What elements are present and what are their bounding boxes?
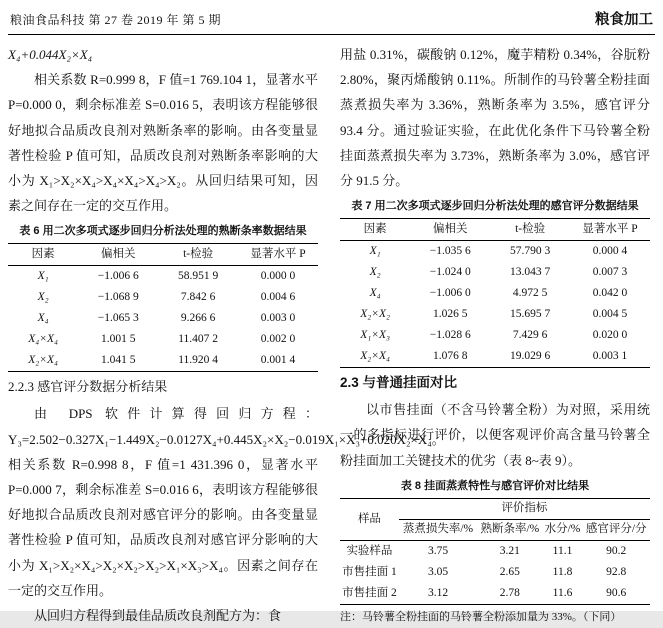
value-cell: 0.004 6 bbox=[260, 291, 296, 304]
two-column-body bbox=[8, 42, 655, 628]
table-row bbox=[340, 283, 650, 304]
value-cell: 11.407 2 bbox=[178, 333, 219, 346]
factor-cell: X₂×X₄ bbox=[360, 350, 391, 363]
table-row bbox=[8, 266, 318, 288]
factor-cell: X₄ bbox=[37, 312, 49, 325]
sample-cell: 市售挂面 2 bbox=[342, 586, 397, 599]
table-row bbox=[340, 540, 650, 562]
value-cell: 11.8 bbox=[552, 565, 573, 578]
table-6 bbox=[8, 243, 318, 372]
paragraph-formula-continuation: 用盐 0.31%，碳酸钠 0.12%，魔芋精粉 0.34%，谷朊粉 2.80%，聚丙烯酸钠 0.11%。所制作的马铃薯全粉挂面蒸煮损失率为 3.36%，熟断条率为 3.5%，感官评分 93.4 分。通过验证实验，在此优化条件下马铃薯全粉挂面蒸煮损失率为 3.73%，熟断条率为 3.0%，感官评分 91.5 分。 bbox=[340, 47, 650, 189]
value-cell: 92.8 bbox=[606, 565, 627, 578]
table-row bbox=[340, 325, 650, 346]
table8-header-row-1 bbox=[340, 498, 650, 519]
factor-cell: X₁ bbox=[369, 245, 381, 258]
table-row bbox=[340, 346, 650, 368]
value-cell: 0.003 0 bbox=[260, 312, 296, 325]
factor-cell: X₂ bbox=[37, 291, 49, 304]
factor-cell: X₄×X₄ bbox=[28, 333, 59, 346]
table-row bbox=[340, 304, 650, 325]
table7-col-partial-corr: 偏相关 bbox=[410, 219, 490, 241]
table-row bbox=[340, 241, 650, 263]
table-row bbox=[340, 583, 650, 605]
table7-header-row bbox=[340, 219, 650, 241]
value-cell: 13.043 7 bbox=[510, 266, 551, 279]
value-cell: 11.920 4 bbox=[178, 354, 219, 367]
value-cell: 19.029 6 bbox=[510, 350, 551, 363]
value-cell: −1.068 9 bbox=[97, 291, 139, 304]
value-cell: 15.695 7 bbox=[510, 308, 551, 321]
value-cell: 1.001 5 bbox=[100, 333, 136, 346]
value-cell: 0.000 0 bbox=[260, 270, 296, 283]
value-cell: 1.026 5 bbox=[432, 308, 468, 321]
table8-footnote: 注：马铃薯全粉挂面的马铃薯全粉添加量为 33%。（下同） bbox=[340, 610, 622, 623]
table-row bbox=[340, 562, 650, 583]
table-row bbox=[340, 262, 650, 283]
table8-col-cooking-loss: 蒸煮损失率/% bbox=[399, 519, 477, 540]
value-cell: 0.001 4 bbox=[260, 354, 296, 367]
value-cell: 90.6 bbox=[606, 586, 627, 599]
value-cell: 2.78 bbox=[499, 586, 520, 599]
table-8 bbox=[340, 498, 650, 605]
factor-cell: X₂×X₂ bbox=[360, 308, 391, 321]
value-cell: 7.842 6 bbox=[180, 291, 216, 304]
paragraph-formula-start: 从回归方程得到最佳品质改良剂配方为：食 bbox=[34, 608, 282, 624]
section-heading-2-2-3: 2.2.3 感官评分数据分析结果 bbox=[8, 379, 168, 395]
table7-col-t-test: t-检验 bbox=[490, 219, 570, 241]
section-heading-2-3: 2.3 与普通挂面对比 bbox=[340, 375, 458, 391]
value-cell: −1.006 6 bbox=[97, 270, 139, 283]
sample-cell: 市售挂面 1 bbox=[342, 565, 397, 578]
paragraph-market-comparison: 以市售挂面（不含马铃薯全粉）为对照，采用统一的多指标进行评价，以便客观评价高含量马铃薯全粉挂面加工关键技术的优劣（表 8~表 9）。 bbox=[340, 402, 650, 468]
value-cell: 0.003 1 bbox=[592, 350, 628, 363]
value-cell: −1.035 6 bbox=[429, 245, 471, 258]
table7-col-factor: 因素 bbox=[340, 219, 410, 241]
factor-cell: X₄ bbox=[369, 287, 381, 300]
journal-issue-info: 粮油食品科技 第 27 卷 2019 年 第 5 期 bbox=[10, 13, 222, 27]
value-cell: 0.002 0 bbox=[260, 333, 296, 346]
value-cell: 3.75 bbox=[427, 544, 449, 557]
table6-col-partial-corr: 偏相关 bbox=[78, 244, 158, 266]
value-cell: 1.076 8 bbox=[432, 350, 468, 363]
table-row bbox=[8, 308, 318, 329]
table6-caption: 表 6 用二次多项式逐步回归分析法处理的熟断条率数据结果 bbox=[19, 225, 307, 238]
table8-group-header: 评价指标 bbox=[399, 498, 650, 519]
value-cell: 3.21 bbox=[499, 544, 520, 557]
table6-header-row bbox=[8, 244, 318, 266]
value-cell: 7.429 6 bbox=[512, 329, 548, 342]
table6-col-factor: 因素 bbox=[8, 244, 78, 266]
value-cell: 2.65 bbox=[499, 565, 520, 578]
value-cell: −1.028 6 bbox=[429, 329, 471, 342]
value-cell: 0.007 3 bbox=[592, 266, 628, 279]
page-header bbox=[8, 5, 655, 34]
value-cell: −1.006 0 bbox=[429, 287, 471, 300]
value-cell: 4.972 5 bbox=[512, 287, 548, 300]
table-row bbox=[8, 329, 318, 350]
value-cell: −1.065 3 bbox=[97, 312, 139, 325]
table6-col-significance: 显著水平 P bbox=[238, 244, 318, 266]
paragraph-dps-regression: 由 DPS 软件计算得回归方程：Y₃=2.502−0.327X₁−1.449X₂−0.0127X₄+0.445X₂×X₂−0.019X₁×X₃+0.020X₂×X₄。相关系数 R=0.998 8，F 值=1 431.396 0，显著水平 P=0.000 7，剩余标准差 S=0.016 6，表明该方程能够很好地拟合品质改良剂对感官评分的影响。由各变量显著性检验 P 值可知，品质改良剂对感官评分影响的大小为 X₁>X₂×X₄>X₂×X₂>X₂>X₁×X₃>X₄。因素之间存在一定的交互作用。 bbox=[8, 406, 445, 598]
value-cell: 3.05 bbox=[427, 565, 449, 578]
factor-cell: X₂×X₄ bbox=[28, 354, 59, 367]
table6-col-t-test: t-检验 bbox=[158, 244, 238, 266]
value-cell: 57.790 3 bbox=[510, 245, 551, 258]
table7-col-significance: 显著水平 P bbox=[570, 219, 650, 241]
value-cell: 11.1 bbox=[552, 544, 573, 557]
value-cell: 0.004 5 bbox=[592, 308, 628, 321]
factor-cell: X₁ bbox=[37, 270, 49, 283]
table8-col-broken-rate: 熟断条率/% bbox=[477, 519, 542, 540]
table-row bbox=[8, 350, 318, 372]
factor-cell: X₁×X₃ bbox=[360, 329, 391, 342]
table8-col-moisture: 水分/% bbox=[543, 519, 583, 540]
value-cell: −1.024 0 bbox=[429, 266, 471, 279]
equation-continuation: X₄+0.044X₂×X₄ bbox=[8, 47, 93, 62]
sample-cell: 实验样品 bbox=[346, 544, 393, 557]
header-rule bbox=[8, 34, 655, 35]
value-cell: 9.266 6 bbox=[180, 312, 216, 325]
table7-caption: 表 7 用二次多项式逐步回归分析法处理的感官评分数据结果 bbox=[351, 200, 639, 213]
section-tag: 粮食加工 bbox=[595, 12, 653, 28]
value-cell: 0.000 4 bbox=[592, 245, 628, 258]
table-7 bbox=[340, 218, 650, 368]
value-cell: 0.042 0 bbox=[592, 287, 628, 300]
value-cell: 58.951 9 bbox=[178, 270, 219, 283]
value-cell: 0.020 0 bbox=[592, 329, 628, 342]
paragraph-regression-fit: 相关系数 R=0.999 8，F 值=1 769.104 1，显著水平 P=0.000 0，剩余标准差 S=0.016 5，表明该方程能够很好地拟合品质改良剂对熟断条率的影响。由各变量显著性检验 P 值可知，品质改良剂对熟断条率影响的大小为 X₁>X₂×X₄>X₄×X₄>X₄>X₂。从回归结果可知，因素之间存在一定的交互作用。 bbox=[8, 72, 318, 214]
factor-cell: X₂ bbox=[369, 266, 381, 279]
right-column bbox=[340, 42, 650, 628]
table8-col-sensory-score: 感官评分/分 bbox=[582, 519, 650, 540]
value-cell: 11.6 bbox=[552, 586, 573, 599]
value-cell: 3.12 bbox=[427, 586, 449, 599]
table-row bbox=[8, 287, 318, 308]
value-cell: 1.041 5 bbox=[100, 354, 136, 367]
table8-col-sample: 样品 bbox=[340, 498, 399, 540]
value-cell: 90.2 bbox=[606, 544, 627, 557]
table8-caption: 表 8 挂面蒸煮特性与感官评价对比结果 bbox=[400, 479, 590, 492]
